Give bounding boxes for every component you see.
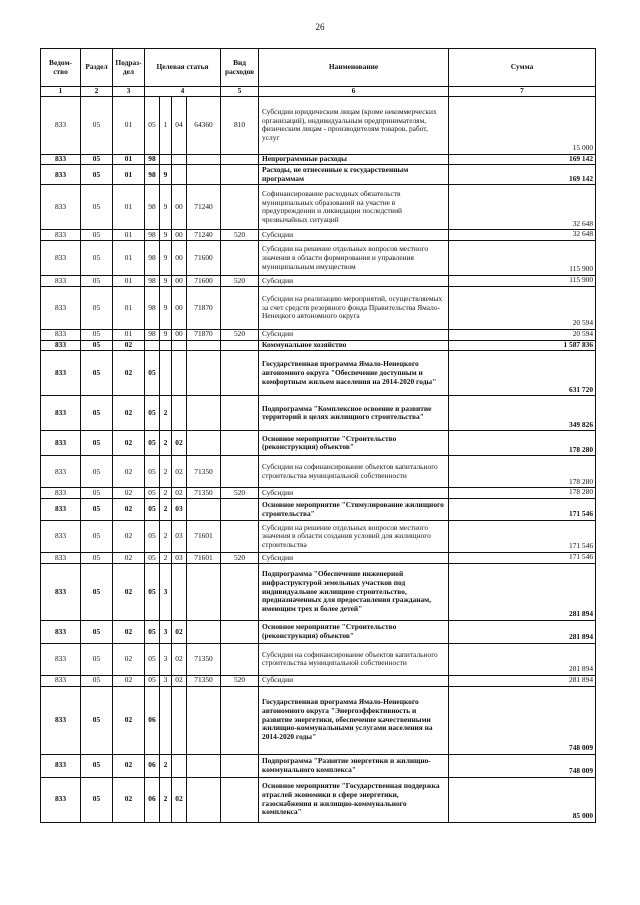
cell-podrazdel: 01 [113,96,145,154]
cell-vid-rashodov [221,643,259,675]
cell-vedomstvo: 833 [41,521,81,553]
cell-target-direction: 71240 [187,185,221,230]
cell-summa: 169 142 [449,154,596,165]
cell-vedomstvo: 833 [41,675,81,686]
cell-target-program: 98 [145,154,160,165]
cell-naimenovanie: Субсидии на софинансирование объектов капитального строительства муниципальной собственности [259,643,449,675]
cell-summa: 171 546 [449,553,596,564]
cell-target-program: 98 [145,185,160,230]
cell-vid-rashodov [221,185,259,230]
cell-razdel: 05 [81,456,113,488]
cell-vedomstvo: 833 [41,488,81,499]
cell-vid-rashodov: 520 [221,488,259,499]
cell-vedomstvo: 833 [41,777,81,822]
cell-vid-rashodov: 810 [221,96,259,154]
cell-target-program: 06 [145,686,160,754]
cell-naimenovanie: Субсидии юридическим лицам (кроме некоммерческих организаций), индивидуальным предпринимателям, физическим лицам - производителям товаров, работ, услуг [259,96,449,154]
table-row [41,286,596,329]
cell-target-direction: 71870 [187,286,221,329]
cell-target-program: 05 [145,396,160,431]
cell-naimenovanie: Подпрограмма "Обеспечение инженерной инфраструктурой земельных участков под индивидуальное жилищное строительство, предназначенных для предоставления гражданам, имеющим трех и более детей" [259,563,449,620]
cell-target-event [172,396,187,431]
cell-target-direction: 71350 [187,456,221,488]
cell-target-program: 98 [145,241,160,276]
table-row [41,431,596,456]
cell-vid-rashodov: 520 [221,329,259,340]
column-number: 5 [221,87,259,97]
cell-target-direction: 71350 [187,488,221,499]
table-row [41,488,596,499]
cell-target-direction: 71350 [187,675,221,686]
cell-target-direction: 71601 [187,521,221,553]
cell-target-event: 00 [172,276,187,287]
cell-target-event: 00 [172,185,187,230]
cell-razdel: 05 [81,340,113,351]
cell-target-event [172,165,187,185]
table-row [41,620,596,643]
cell-target-event: 04 [172,96,187,154]
cell-vedomstvo: 833 [41,154,81,165]
cell-vid-rashodov [221,286,259,329]
cell-podrazdel: 01 [113,185,145,230]
cell-podrazdel: 02 [113,456,145,488]
cell-razdel: 05 [81,643,113,675]
cell-podrazdel: 01 [113,241,145,276]
column-number: 4 [145,87,221,97]
header-row [41,49,596,87]
cell-target-subprogram: 3 [160,563,172,620]
header-naimenovanie: Наименование [259,49,449,87]
cell-summa: 20 594 [449,329,596,340]
cell-vedomstvo: 833 [41,286,81,329]
cell-target-program: 05 [145,456,160,488]
cell-target-event: 02 [172,675,187,686]
table-row [41,340,596,351]
cell-razdel: 05 [81,185,113,230]
cell-naimenovanie: Субсидии [259,553,449,564]
cell-summa: 171 546 [449,499,596,521]
cell-podrazdel: 02 [113,620,145,643]
cell-target-program: 05 [145,675,160,686]
cell-target-direction: 71600 [187,276,221,287]
cell-podrazdel: 01 [113,329,145,340]
table-row [41,563,596,620]
cell-target-subprogram [160,154,172,165]
cell-vid-rashodov [221,521,259,553]
cell-vedomstvo: 833 [41,230,81,241]
column-number: 7 [449,87,596,97]
table-body [41,96,596,822]
cell-target-subprogram: 9 [160,286,172,329]
cell-target-event: 00 [172,230,187,241]
cell-target-direction [187,165,221,185]
table-row [41,165,596,185]
cell-vid-rashodov [221,351,259,396]
cell-summa: 281 894 [449,643,596,675]
cell-target-subprogram: 1 [160,96,172,154]
cell-vid-rashodov: 520 [221,675,259,686]
cell-summa: 748 009 [449,686,596,754]
cell-naimenovanie: Основное мероприятие "Строительство (реконструкция) объектов" [259,620,449,643]
cell-summa: 281 894 [449,620,596,643]
cell-target-direction: 71240 [187,230,221,241]
cell-naimenovanie: Основное мероприятие "Стимулирование жилищного строительства" [259,499,449,521]
cell-target-subprogram: 3 [160,643,172,675]
header-vid-rashodov: Вид расходов [221,49,259,87]
cell-target-event: 00 [172,241,187,276]
cell-vedomstvo: 833 [41,620,81,643]
cell-target-subprogram: 2 [160,521,172,553]
column-number: 6 [259,87,449,97]
cell-podrazdel: 02 [113,643,145,675]
cell-vid-rashodov [221,431,259,456]
cell-summa: 20 594 [449,286,596,329]
cell-razdel: 05 [81,431,113,456]
cell-target-program: 98 [145,230,160,241]
cell-naimenovanie: Софинансирование расходных обязательств муниципальных образований на участие в предупреждении и ликвидации последствий чрезвычайных ситуаций [259,185,449,230]
header-vedomstvo: Ведом-ство [41,49,81,87]
cell-target-program: 05 [145,643,160,675]
cell-summa: 115 900 [449,276,596,287]
table-row [41,777,596,822]
cell-target-direction [187,777,221,822]
cell-target-event [172,340,187,351]
cell-naimenovanie: Субсидии [259,488,449,499]
cell-target-program: 05 [145,488,160,499]
cell-razdel: 05 [81,329,113,340]
table-row [41,456,596,488]
cell-summa: 178 280 [449,456,596,488]
table-row [41,276,596,287]
cell-target-event: 03 [172,553,187,564]
cell-podrazdel: 02 [113,686,145,754]
cell-naimenovanie: Субсидии [259,675,449,686]
cell-razdel: 05 [81,521,113,553]
page-number: 26 [315,22,325,32]
cell-vedomstvo: 833 [41,165,81,185]
table-row [41,754,596,777]
cell-target-direction [187,754,221,777]
cell-target-program: 05 [145,553,160,564]
cell-podrazdel: 02 [113,431,145,456]
cell-podrazdel: 02 [113,351,145,396]
cell-podrazdel: 01 [113,230,145,241]
cell-podrazdel: 02 [113,675,145,686]
cell-target-event: 02 [172,488,187,499]
cell-razdel: 05 [81,351,113,396]
cell-target-subprogram: 2 [160,777,172,822]
cell-podrazdel: 02 [113,777,145,822]
cell-razdel: 05 [81,241,113,276]
cell-vedomstvo: 833 [41,351,81,396]
cell-naimenovanie: Субсидии [259,230,449,241]
cell-summa: 281 894 [449,675,596,686]
cell-naimenovanie: Субсидии [259,329,449,340]
table-row [41,499,596,521]
cell-target-direction: 71870 [187,329,221,340]
cell-vid-rashodov [221,499,259,521]
cell-target-subprogram: 2 [160,488,172,499]
cell-naimenovanie: Государственная программа Ямало-Ненецкого автономного округа "Энергоэффективность и развитие энергетики, обеспечение качественными жилищно-коммунальными услугами населения на 2014-2020 годы" [259,686,449,754]
cell-target-direction: 71601 [187,553,221,564]
cell-target-subprogram: 9 [160,276,172,287]
cell-vid-rashodov [221,686,259,754]
cell-razdel: 05 [81,276,113,287]
cell-podrazdel: 02 [113,563,145,620]
cell-vedomstvo: 833 [41,396,81,431]
cell-target-program: 98 [145,329,160,340]
cell-target-program: 98 [145,286,160,329]
cell-vid-rashodov [221,777,259,822]
cell-summa: 1 587 836 [449,340,596,351]
cell-target-direction [187,396,221,431]
cell-vedomstvo: 833 [41,754,81,777]
column-number-row [41,87,596,97]
column-number: 1 [41,87,81,97]
cell-vid-rashodov: 520 [221,276,259,287]
cell-target-direction: 71350 [187,643,221,675]
cell-target-program: 05 [145,431,160,456]
cell-podrazdel: 01 [113,286,145,329]
cell-target-subprogram: 2 [160,553,172,564]
cell-target-program: 05 [145,563,160,620]
column-number: 2 [81,87,113,97]
cell-target-program: 05 [145,96,160,154]
cell-target-event: 00 [172,286,187,329]
cell-target-event [172,351,187,396]
cell-target-subprogram: 2 [160,456,172,488]
cell-vedomstvo: 833 [41,431,81,456]
cell-razdel: 05 [81,563,113,620]
cell-target-subprogram: 2 [160,499,172,521]
cell-razdel: 05 [81,754,113,777]
cell-razdel: 05 [81,286,113,329]
cell-naimenovanie: Основное мероприятие "Строительство (реконструкция) объектов" [259,431,449,456]
cell-razdel: 05 [81,396,113,431]
cell-podrazdel: 01 [113,276,145,287]
cell-summa: 631 720 [449,351,596,396]
cell-vedomstvo: 833 [41,96,81,154]
cell-target-event: 02 [172,431,187,456]
cell-vid-rashodov [221,754,259,777]
cell-vedomstvo: 833 [41,456,81,488]
cell-podrazdel: 02 [113,521,145,553]
header-podrazdel: Подраз-дел [113,49,145,87]
cell-target-event: 03 [172,521,187,553]
cell-target-event [172,154,187,165]
cell-podrazdel: 01 [113,165,145,185]
table-row [41,351,596,396]
cell-razdel: 05 [81,230,113,241]
cell-vedomstvo: 833 [41,563,81,620]
table-row [41,521,596,553]
table-row [41,96,596,154]
cell-target-program: 98 [145,165,160,185]
cell-podrazdel: 02 [113,553,145,564]
table-row [41,643,596,675]
cell-target-direction [187,686,221,754]
cell-vid-rashodov [221,154,259,165]
cell-target-direction [187,499,221,521]
cell-summa: 15 000 [449,96,596,154]
cell-razdel: 05 [81,154,113,165]
cell-vid-rashodov [221,241,259,276]
cell-vedomstvo: 833 [41,686,81,754]
cell-target-subprogram: 9 [160,230,172,241]
cell-razdel: 05 [81,675,113,686]
cell-vedomstvo: 833 [41,340,81,351]
cell-podrazdel: 02 [113,754,145,777]
cell-naimenovanie: Субсидии на решение отдельных вопросов местного значения в области создания условий для жилищного строительства [259,521,449,553]
cell-target-program [145,340,160,351]
cell-target-direction [187,351,221,396]
cell-target-subprogram: 9 [160,329,172,340]
table-row [41,329,596,340]
cell-target-direction: 71600 [187,241,221,276]
cell-vid-rashodov [221,620,259,643]
cell-target-event: 03 [172,499,187,521]
cell-target-direction [187,431,221,456]
cell-target-direction [187,620,221,643]
cell-naimenovanie: Непрограммные расходы [259,154,449,165]
cell-summa: 178 280 [449,431,596,456]
cell-razdel: 05 [81,777,113,822]
cell-naimenovanie: Подпрограмма "Развитие энергетики и жилищно-коммунального комплекса" [259,754,449,777]
cell-target-direction [187,154,221,165]
cell-vedomstvo: 833 [41,329,81,340]
cell-podrazdel: 02 [113,340,145,351]
cell-razdel: 05 [81,686,113,754]
cell-razdel: 05 [81,553,113,564]
cell-target-event: 02 [172,643,187,675]
cell-target-direction [187,340,221,351]
cell-razdel: 05 [81,499,113,521]
column-number: 3 [113,87,145,97]
cell-target-event [172,754,187,777]
cell-target-subprogram: 2 [160,396,172,431]
cell-target-subprogram [160,340,172,351]
cell-target-subprogram: 3 [160,620,172,643]
cell-vedomstvo: 833 [41,276,81,287]
cell-vid-rashodov: 520 [221,230,259,241]
cell-target-subprogram: 9 [160,185,172,230]
cell-vedomstvo: 833 [41,553,81,564]
header-razdel: Раздел [81,49,113,87]
cell-target-program: 05 [145,521,160,553]
header-summa: Сумма [449,49,596,87]
cell-target-program: 05 [145,499,160,521]
cell-naimenovanie: Подпрограмма "Комплексное освоение и развитие территорий в целях жилищного строительства" [259,396,449,431]
cell-summa: 115 900 [449,241,596,276]
cell-target-event [172,563,187,620]
table-row [41,553,596,564]
table-row [41,686,596,754]
cell-vid-rashodov: 520 [221,553,259,564]
cell-vid-rashodov [221,165,259,185]
cell-naimenovanie: Субсидии на реализацию мероприятий, осуществляемых за счет средств резервного фонда Правительства Ямало-Ненецкого автономного округа [259,286,449,329]
cell-naimenovanie: Расходы, не отнесенные к государственным программам [259,165,449,185]
cell-target-subprogram: 2 [160,754,172,777]
cell-vid-rashodov [221,563,259,620]
cell-podrazdel: 01 [113,154,145,165]
cell-summa: 85 000 [449,777,596,822]
header-celevaya-statya: Целевая статья [145,49,221,87]
cell-target-subprogram [160,686,172,754]
cell-razdel: 05 [81,96,113,154]
cell-naimenovanie: Субсидии на решение отдельных вопросов местного значения в области формирования и управления муниципальным имуществом [259,241,449,276]
cell-target-event [172,686,187,754]
cell-vedomstvo: 833 [41,185,81,230]
cell-summa: 349 826 [449,396,596,431]
cell-podrazdel: 02 [113,396,145,431]
cell-vid-rashodov [221,396,259,431]
table-row [41,675,596,686]
cell-target-event: 02 [172,456,187,488]
budget-table [40,48,596,823]
cell-target-program: 05 [145,620,160,643]
table-row [41,230,596,241]
cell-target-program: 98 [145,276,160,287]
cell-naimenovanie: Основное мероприятие "Государственная поддержка отраслей экономики в сфере энергетики, газоснабжения и жилищно-коммунального комплекса" [259,777,449,822]
cell-summa: 32 648 [449,185,596,230]
cell-target-subprogram: 2 [160,431,172,456]
cell-target-program: 05 [145,351,160,396]
cell-naimenovanie: Коммунальное хозяйство [259,340,449,351]
cell-target-event: 00 [172,329,187,340]
cell-target-program: 06 [145,754,160,777]
cell-target-direction [187,563,221,620]
cell-target-event: 02 [172,620,187,643]
cell-vedomstvo: 833 [41,241,81,276]
cell-target-subprogram: 3 [160,675,172,686]
cell-vedomstvo: 833 [41,643,81,675]
cell-podrazdel: 02 [113,488,145,499]
table-row [41,154,596,165]
cell-summa: 171 546 [449,521,596,553]
cell-summa: 281 894 [449,563,596,620]
table-row [41,396,596,431]
cell-razdel: 05 [81,620,113,643]
cell-naimenovanie: Субсидии на софинансирование объектов капитального строительства муниципальной собственности [259,456,449,488]
cell-target-event: 02 [172,777,187,822]
table-row [41,241,596,276]
cell-target-direction: 64360 [187,96,221,154]
cell-razdel: 05 [81,165,113,185]
cell-summa: 178 280 [449,488,596,499]
cell-target-subprogram [160,351,172,396]
cell-vid-rashodov [221,456,259,488]
cell-target-program: 06 [145,777,160,822]
cell-target-subprogram: 9 [160,241,172,276]
cell-vedomstvo: 833 [41,499,81,521]
cell-podrazdel: 02 [113,499,145,521]
cell-summa: 32 648 [449,230,596,241]
cell-vid-rashodov [221,340,259,351]
table-row [41,185,596,230]
cell-summa: 169 142 [449,165,596,185]
cell-naimenovanie: Субсидии [259,276,449,287]
cell-summa: 748 009 [449,754,596,777]
cell-naimenovanie: Государственная программа Ямало-Ненецкого автономного округа "Обеспечение доступным и комфортным жильем населения на 2014-2020 годы" [259,351,449,396]
cell-razdel: 05 [81,488,113,499]
cell-target-subprogram: 9 [160,165,172,185]
